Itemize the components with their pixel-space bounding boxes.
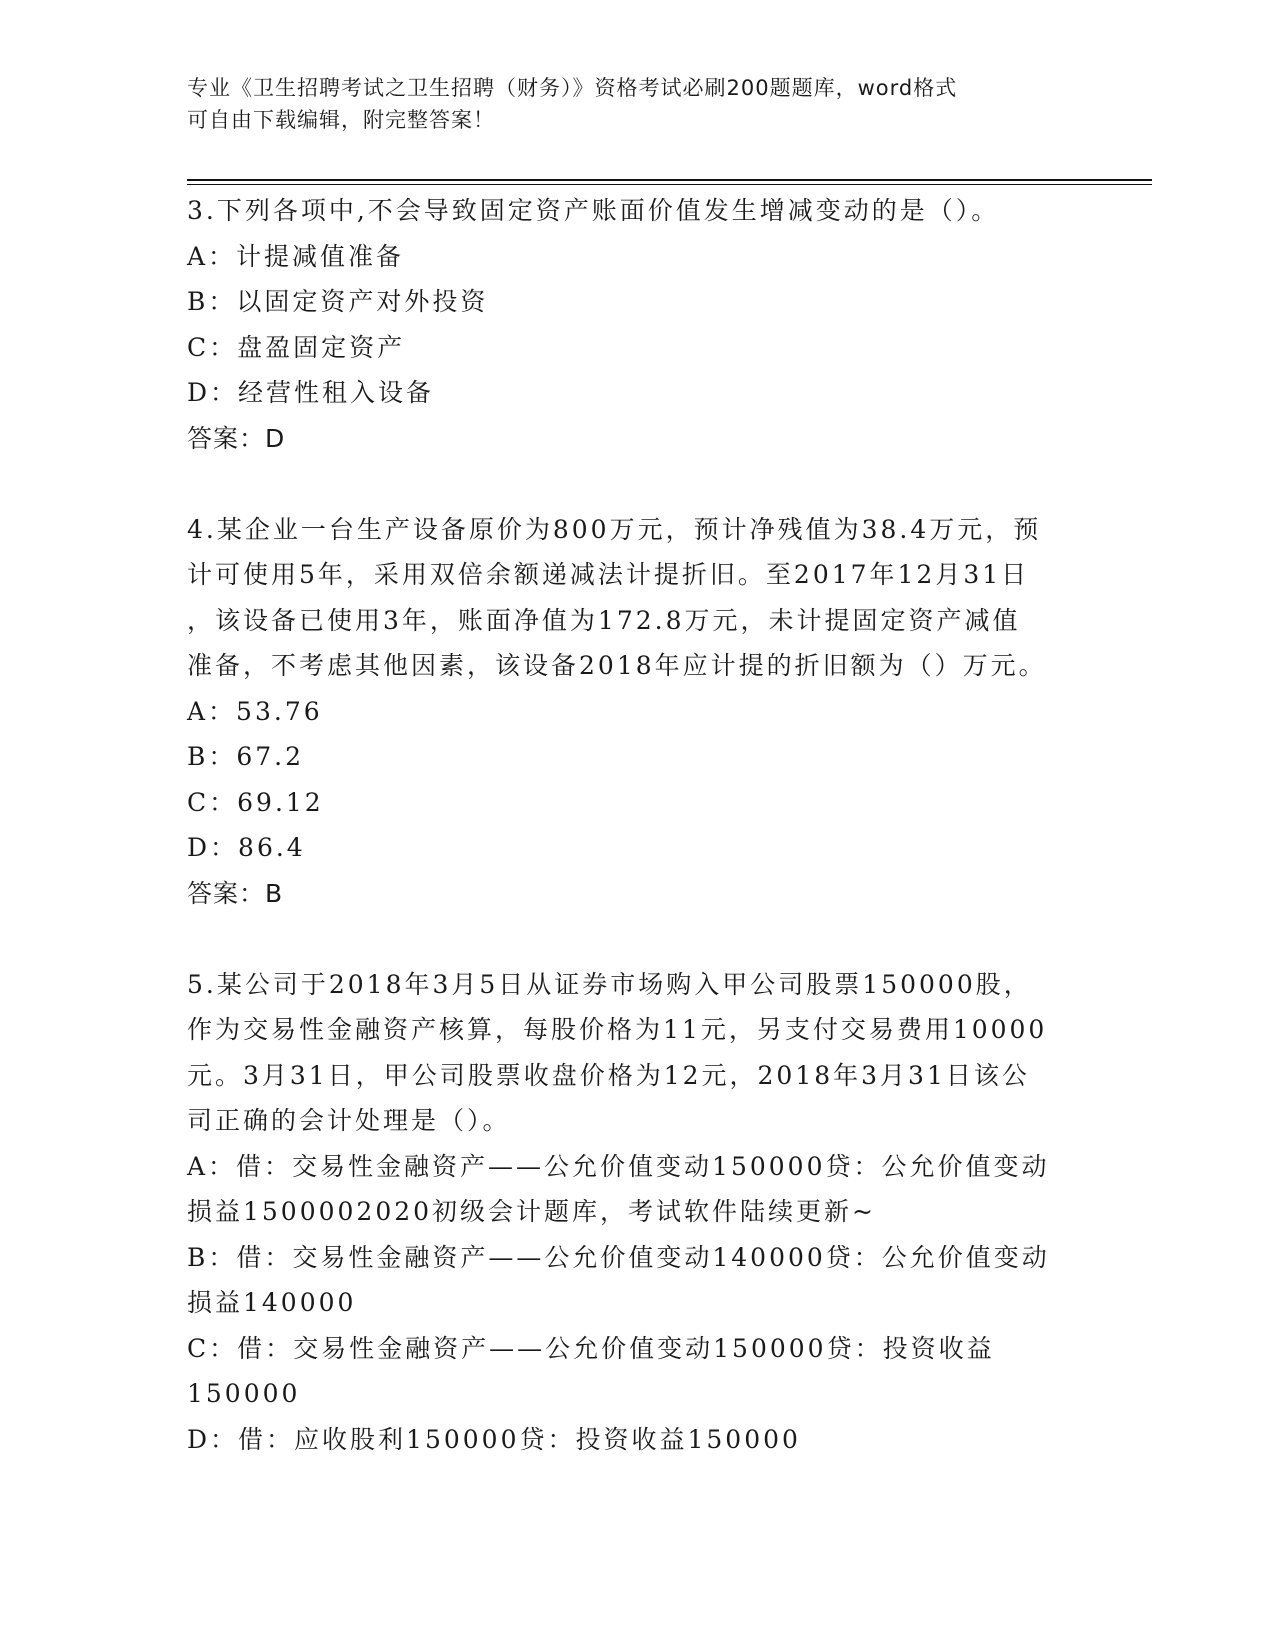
answer-label: 答案：B: [187, 878, 284, 908]
option-b-continued: 损益140000: [187, 1288, 357, 1317]
question-spacer: [187, 916, 1077, 962]
question-list: [187, 188, 1077, 1462]
question-block: [187, 507, 1077, 917]
question-stem-line: 3.下列各项中,不会导致固定资产账面价值发生增减变动的是（）。: [187, 196, 1000, 225]
option-d: D：借：应收股利150000贷：投资收益150000: [187, 1424, 801, 1454]
header-rule-thick: [187, 179, 1152, 181]
question-stem-line: 作为交易性金融资产核算，每股价格为11元，另支付交易费用10000: [187, 1015, 1048, 1044]
option-b: B：67.2: [187, 742, 305, 771]
option-a: A：53.76: [187, 696, 323, 726]
option-c: C：69.12: [187, 787, 324, 817]
question-stem-line: 4.某企业一台生产设备原价为800万元，预计净残值为38.4万元，预: [187, 514, 1042, 544]
option-d: D：86.4: [187, 833, 306, 862]
question-spacer: [187, 461, 1077, 507]
option-c: C：借：交易性金融资产——公允价值变动150000贷：投资收益: [187, 1333, 995, 1363]
option-d: D：经营性租入设备: [187, 378, 435, 407]
question-stem-line: ，该设备已使用3年，账面净值为172.8万元，未计提固定资产减值: [187, 605, 1021, 635]
answer-label: 答案：D: [187, 423, 286, 453]
question-stem-line: 准备，不考虑其他因素，该设备2018年应计提的折旧额为（）万元。: [187, 651, 1047, 680]
header-rule-thin: [187, 184, 1152, 185]
option-a: A：借：交易性金融资产——公允价值变动150000贷：公允价值变动: [187, 1151, 1050, 1181]
header-line-1: 专业《卫生招聘考试之卫生招聘（财务）》资格考试必刷200题题库，word格式: [187, 76, 958, 100]
option-a-continued: 损益1500002020初级会计题库，考试软件陆续更新~: [187, 1197, 877, 1226]
option-b: B：以固定资产对外投资: [187, 287, 489, 316]
question-block: [187, 962, 1077, 1463]
header-line-2: 可自由下载编辑，附完整答案！: [187, 108, 495, 132]
question-block: [187, 188, 1077, 461]
option-b: B：借：交易性金融资产——公允价值变动140000贷：公允价值变动: [187, 1242, 1050, 1272]
question-stem-line: 司正确的会计处理是（）。: [187, 1106, 511, 1135]
question-stem-line: 元。3月31日，甲公司股票收盘价格为12元，2018年3月31日该公: [187, 1060, 1030, 1090]
option-a: A：计提减值准备: [187, 241, 405, 271]
question-stem-line: 计可使用5年，采用双倍余额递减法计提折旧。至2017年12月31日: [187, 560, 1030, 589]
option-c-continued: 150000: [187, 1379, 301, 1408]
question-stem-line: 5.某公司于2018年3月5日从证券市场购入甲公司股票150000股，: [187, 969, 1032, 999]
option-c: C：盘盈固定资产: [187, 332, 406, 362]
document-header: [187, 72, 1067, 136]
